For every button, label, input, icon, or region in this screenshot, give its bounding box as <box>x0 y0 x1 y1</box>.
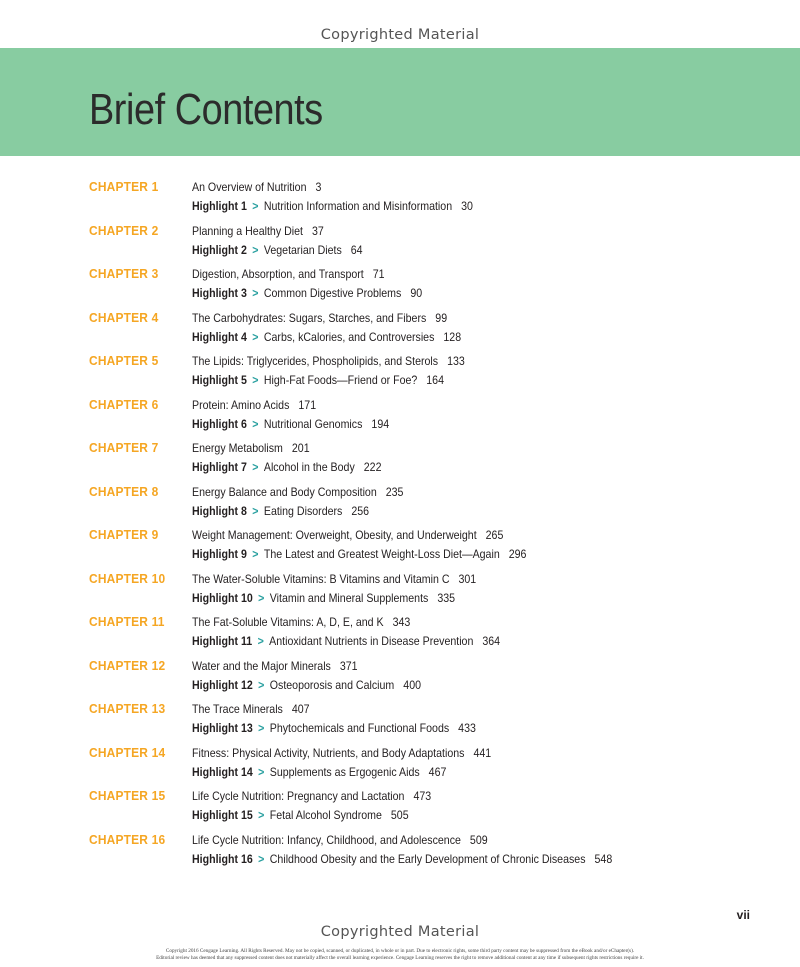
highlight-title: Vitamin and Mineral Supplements <box>269 590 429 605</box>
highlight-line[interactable] <box>192 591 455 605</box>
chapter-line[interactable] <box>192 789 431 803</box>
toc-entry <box>0 307 800 351</box>
highlight-title: Childhood Obesity and the Early Development of Chronic Diseases <box>269 851 586 866</box>
highlight-line[interactable] <box>192 504 369 518</box>
chapter-line[interactable] <box>192 224 324 238</box>
chapter-line[interactable] <box>192 528 503 542</box>
highlight-title: Carbs, kCalories, and Controversies <box>263 329 435 344</box>
chevron-right-icon: > <box>252 547 259 561</box>
highlight-line[interactable] <box>192 808 409 822</box>
chapter-title: Protein: Amino Acids <box>192 397 290 412</box>
chapter-label: CHAPTER 3 <box>89 266 159 281</box>
chapter-page: 171 <box>298 397 317 412</box>
chapter-title: Weight Management: Overweight, Obesity, and Underweight <box>192 528 477 542</box>
chapter-label: CHAPTER 8 <box>89 483 159 499</box>
chapter-line[interactable] <box>192 615 410 629</box>
page-title: Brief Contents <box>89 85 323 134</box>
highlight-page: 194 <box>371 416 390 431</box>
chevron-right-icon: > <box>258 808 265 822</box>
highlight-line[interactable] <box>192 417 389 431</box>
chevron-right-icon: > <box>257 634 264 648</box>
chevron-right-icon: > <box>252 503 259 518</box>
toc-entry <box>0 611 800 655</box>
highlight-page: 335 <box>437 590 456 605</box>
toc-entry <box>0 655 800 699</box>
chapter-label: CHAPTER 12 <box>89 657 166 673</box>
copyright-notice <box>0 948 800 962</box>
chapter-page: 301 <box>458 571 477 586</box>
chapter-label: CHAPTER 11 <box>89 614 165 629</box>
copyright-line-1: Copyright 2016 Cengage Learning. All Rights Reserved. May not be copied, scanned, or duplicated, in whole or in part. Due to electronic rights, some third party content may be suppressed from the eBook and/or eChapter(s). <box>165 948 635 954</box>
highlight-page: 364 <box>482 634 501 648</box>
contents-list <box>0 176 800 872</box>
chevron-right-icon: > <box>252 460 259 474</box>
highlight-page: 128 <box>443 329 462 344</box>
chapter-page: 509 <box>469 832 488 847</box>
highlight-line[interactable] <box>192 330 461 344</box>
toc-entry <box>0 568 800 612</box>
highlight-label: Highlight 8 <box>192 503 247 518</box>
chapter-line[interactable] <box>192 354 465 368</box>
chapter-label: CHAPTER 5 <box>89 353 159 368</box>
highlight-line[interactable] <box>192 634 500 648</box>
chapter-title: The Water-Soluble Vitamins: B Vitamins and Vitamin C <box>192 571 450 586</box>
highlight-line[interactable] <box>192 243 363 257</box>
highlight-page: 505 <box>390 808 409 822</box>
highlight-title: Osteoporosis and Calcium <box>269 677 395 692</box>
chapter-line[interactable] <box>192 572 476 586</box>
highlight-page: 64 <box>350 242 363 257</box>
chapter-page: 441 <box>473 745 492 760</box>
chapter-label: CHAPTER 4 <box>89 309 159 325</box>
highlight-title: Antioxidant Nutrients in Disease Prevention <box>269 634 474 648</box>
chapter-title: An Overview of Nutrition <box>192 180 307 194</box>
chapter-page: 133 <box>447 354 465 368</box>
highlight-title: Fetal Alcohol Syndrome <box>269 808 382 822</box>
highlight-title: Phytochemicals and Functional Foods <box>269 721 450 735</box>
highlight-page: 256 <box>351 503 370 518</box>
watermark-top: Copyrighted Material <box>320 27 480 43</box>
highlight-label: Highlight 15 <box>192 808 253 822</box>
highlight-title: High-Fat Foods—Friend or Foe? <box>263 373 418 387</box>
chapter-title: The Carbohydrates: Sugars, Starches, and Fibers <box>192 310 427 325</box>
chapter-page: 99 <box>435 310 448 325</box>
toc-entry <box>0 394 800 438</box>
chevron-right-icon: > <box>258 851 265 866</box>
highlight-label: Highlight 4 <box>192 329 247 344</box>
toc-entry <box>0 829 800 873</box>
highlight-line[interactable] <box>192 721 476 735</box>
chapter-label: CHAPTER 14 <box>89 744 166 760</box>
page-number: vii <box>736 908 750 922</box>
chapter-title: Digestion, Absorption, and Transport <box>192 267 364 281</box>
chapter-label: CHAPTER 1 <box>89 179 159 194</box>
chapter-line[interactable] <box>192 311 447 325</box>
chevron-right-icon: > <box>252 373 259 387</box>
toc-entry <box>0 176 800 220</box>
chapter-title: Water and the Major Minerals <box>192 658 331 673</box>
chapter-title: Planning a Healthy Diet <box>192 223 303 238</box>
highlight-line[interactable] <box>192 373 444 387</box>
highlight-label: Highlight 5 <box>192 373 247 387</box>
chapter-title: The Lipids: Triglycerides, Phospholipids, and Sterols <box>192 354 439 368</box>
highlight-label: Highlight 3 <box>192 286 247 300</box>
highlight-label: Highlight 6 <box>192 416 247 431</box>
highlight-label: Highlight 13 <box>192 721 253 735</box>
chapter-line[interactable] <box>192 441 310 455</box>
copyright-line-2: Editorial review has deemed that any suppressed content does not materially affect the overall learning experience. Cengage Learning reserves the right to remove additional content at any time if subsequent rights restrictions require it. <box>156 955 644 961</box>
chevron-right-icon: > <box>252 286 259 300</box>
highlight-page: 433 <box>458 721 476 735</box>
chapter-page: 3 <box>315 180 322 194</box>
chapter-label: CHAPTER 10 <box>89 570 166 586</box>
toc-entry <box>0 263 800 307</box>
highlight-label: Highlight 12 <box>192 677 253 692</box>
highlight-page: 296 <box>508 547 527 561</box>
highlight-title: Alcohol in the Body <box>263 460 355 474</box>
chapter-label: CHAPTER 15 <box>89 788 166 803</box>
chevron-right-icon: > <box>258 590 265 605</box>
chapter-label: CHAPTER 7 <box>89 440 159 455</box>
chevron-right-icon: > <box>252 199 259 213</box>
chapter-label: CHAPTER 9 <box>89 527 159 542</box>
highlight-title: The Latest and Greatest Weight-Loss Diet—Again <box>263 547 500 561</box>
highlight-label: Highlight 2 <box>192 242 247 257</box>
highlight-label: Highlight 9 <box>192 547 247 561</box>
watermark-bottom: Copyrighted Material <box>320 924 480 940</box>
chapter-line[interactable] <box>192 485 403 499</box>
chapter-label: CHAPTER 6 <box>89 396 159 412</box>
highlight-title: Nutrition Information and Misinformation <box>263 199 453 213</box>
highlight-title: Eating Disorders <box>263 503 343 518</box>
chapter-line[interactable] <box>192 180 321 194</box>
chapter-title: Energy Balance and Body Composition <box>192 484 377 499</box>
chevron-right-icon: > <box>252 242 259 257</box>
highlight-title: Nutritional Genomics <box>263 416 363 431</box>
highlight-line[interactable] <box>192 852 612 866</box>
chapter-page: 201 <box>291 441 310 455</box>
chapter-label: CHAPTER 16 <box>89 831 166 847</box>
chapter-line[interactable] <box>192 659 358 673</box>
highlight-line[interactable] <box>192 765 446 779</box>
chapter-label: CHAPTER 13 <box>89 701 166 716</box>
chapter-title: Life Cycle Nutrition: Pregnancy and Lactation <box>192 789 405 803</box>
chapter-title: The Trace Minerals <box>192 702 283 716</box>
chapter-title: Energy Metabolism <box>192 441 283 455</box>
highlight-line[interactable] <box>192 286 422 300</box>
highlight-line[interactable] <box>192 460 381 474</box>
highlight-label: Highlight 14 <box>192 764 253 779</box>
highlight-page: 164 <box>426 373 444 387</box>
chapter-page: 37 <box>311 223 324 238</box>
highlight-page: 30 <box>461 199 473 213</box>
highlight-title: Common Digestive Problems <box>263 286 402 300</box>
highlight-page: 90 <box>410 286 423 300</box>
toc-entry <box>0 437 800 481</box>
chapter-page: 407 <box>291 702 310 716</box>
chapter-line[interactable] <box>192 398 316 412</box>
highlight-page: 548 <box>594 851 613 866</box>
toc-entry <box>0 350 800 394</box>
highlight-title: Vegetarian Diets <box>263 242 342 257</box>
highlight-page: 222 <box>363 460 382 474</box>
chapter-title: The Fat-Soluble Vitamins: A, D, E, and K <box>192 615 384 629</box>
chapter-page: 71 <box>372 267 385 281</box>
chapter-title: Fitness: Physical Activity, Nutrients, and Body Adaptations <box>192 745 465 760</box>
chapter-page: 473 <box>413 789 432 803</box>
chapter-line[interactable] <box>192 267 385 281</box>
highlight-line[interactable] <box>192 199 473 213</box>
chevron-right-icon: > <box>258 677 265 692</box>
chevron-right-icon: > <box>252 329 259 344</box>
highlight-page: 467 <box>428 764 447 779</box>
toc-entry <box>0 524 800 568</box>
chapter-line[interactable] <box>192 746 491 760</box>
toc-entry <box>0 220 800 264</box>
highlight-label: Highlight 10 <box>192 590 253 605</box>
chapter-page: 343 <box>392 615 411 629</box>
highlight-label: Highlight 7 <box>192 460 247 474</box>
chapter-line[interactable] <box>192 702 310 716</box>
highlight-title: Supplements as Ergogenic Aids <box>269 764 420 779</box>
highlight-label: Highlight 11 <box>192 634 253 648</box>
chevron-right-icon: > <box>258 764 265 779</box>
toc-entry <box>0 785 800 829</box>
chevron-right-icon: > <box>258 721 265 735</box>
toc-entry <box>0 742 800 786</box>
chevron-right-icon: > <box>252 416 259 431</box>
highlight-label: Highlight 1 <box>192 199 247 213</box>
highlight-page: 400 <box>403 677 422 692</box>
toc-entry <box>0 698 800 742</box>
highlight-line[interactable] <box>192 547 526 561</box>
chapter-label: CHAPTER 2 <box>89 222 159 238</box>
chapter-page: 235 <box>385 484 404 499</box>
highlight-label: Highlight 16 <box>192 851 253 866</box>
chapter-page: 371 <box>339 658 358 673</box>
chapter-page: 265 <box>485 528 504 542</box>
highlight-line[interactable] <box>192 678 421 692</box>
chapter-line[interactable] <box>192 833 488 847</box>
chapter-title: Life Cycle Nutrition: Infancy, Childhood, and Adolescence <box>192 832 461 847</box>
toc-entry <box>0 481 800 525</box>
